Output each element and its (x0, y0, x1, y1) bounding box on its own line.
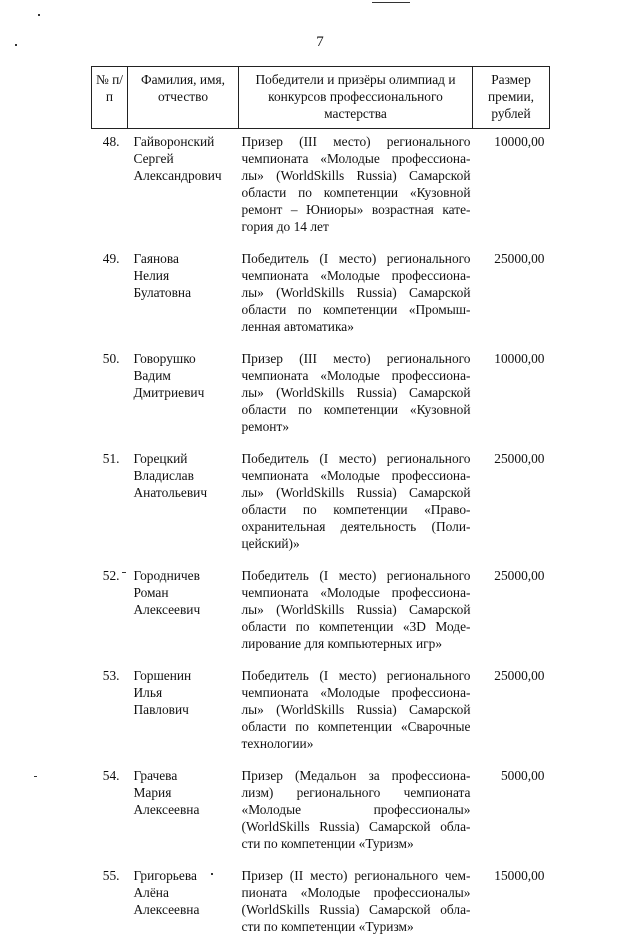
first-name: Илья (134, 684, 239, 701)
first-name: Алёна (134, 884, 239, 901)
patronymic: Алексеевна (134, 901, 239, 918)
table-row (92, 346, 550, 446)
row-name (128, 446, 239, 563)
surname: Говорушко (134, 350, 239, 367)
awards-table (91, 66, 550, 946)
row-description: Победитель (I место) регионального чемпионата «Молодые профессиона-лы» (WorldSkills Russia) Самарской области по компетенции «Сварочные технологии» (239, 663, 473, 763)
row-prize: 25000,00 (473, 246, 550, 346)
row-prize: 25000,00 (473, 563, 550, 663)
row-description: Победитель (I место) регионального чемпионата «Молодые профессиона-лы» (WorldSkills Russia) Самарской области по компетенции «3D Моде-лирование для компьютерных игр» (239, 563, 473, 663)
surname: Горшенин (134, 667, 239, 684)
first-name: Мария (134, 784, 239, 801)
row-num: 48. (92, 129, 128, 247)
row-name (128, 663, 239, 763)
table-header (92, 67, 550, 129)
row-name (128, 129, 239, 247)
row-num: 54. (92, 763, 128, 863)
scan-dash (34, 776, 37, 777)
row-num: 51. (92, 446, 128, 563)
row-num: 55. (92, 863, 128, 946)
row-prize: 15000,00 (473, 863, 550, 946)
header-description: Победители и призёры олимпиад и конкурсов профессионального мастерства (239, 67, 473, 129)
row-prize: 25000,00 (473, 446, 550, 563)
patronymic: Александрович (134, 167, 239, 184)
surname: Грачева (134, 767, 239, 784)
row-num: 53. (92, 663, 128, 763)
surname: Григорьева (134, 867, 239, 884)
surname: Гаянова (134, 250, 239, 267)
table-row (92, 129, 550, 247)
scan-dash (372, 2, 410, 3)
table-body (92, 129, 550, 946)
scan-dot (15, 44, 17, 46)
patronymic: Булатовна (134, 284, 239, 301)
surname: Горецкий (134, 450, 239, 467)
table-row (92, 763, 550, 863)
row-name (128, 563, 239, 663)
patronymic: Дмитриевич (134, 384, 239, 401)
row-prize: 25000,00 (473, 663, 550, 763)
row-description: Призер (III место) регионального чемпионата «Молодые профессиона-лы» (WorldSkills Russia) Самарской области по компетенции «Кузовной ремонт – Юниоры» возрастная кате-гория до 14 лет (239, 129, 473, 247)
row-description: Победитель (I место) регионального чемпионата «Молодые профессиона-лы» (WorldSkills Russia) Самарской области по компетенции «Промыш-ленная автоматика» (239, 246, 473, 346)
row-num: 50. (92, 346, 128, 446)
row-prize: 10000,00 (473, 129, 550, 247)
first-name: Владислав (134, 467, 239, 484)
patronymic: Алексеевна (134, 801, 239, 818)
header-name: Фамилия, имя, отчество (128, 67, 239, 129)
row-prize: 5000,00 (473, 763, 550, 863)
row-name (128, 346, 239, 446)
header-prize: Размер премии, рублей (473, 67, 550, 129)
table-row (92, 663, 550, 763)
patronymic: Анатольевич (134, 484, 239, 501)
surname: Городничев (134, 567, 239, 584)
row-num: 52. (92, 563, 128, 663)
row-name (128, 246, 239, 346)
surname: Гайворонский (134, 133, 239, 150)
page-number: 7 (0, 34, 640, 51)
row-description: Призер (III место) регионального чемпионата «Молодые профессиона-лы» (WorldSkills Russia) Самарской области по компетенции «Кузовной ремонт» (239, 346, 473, 446)
scan-dot (38, 14, 40, 16)
first-name: Нелия (134, 267, 239, 284)
header-num: № п/п (92, 67, 128, 129)
row-description: Призер (Медальон за профессиона-лизм) регионального чемпионата «Молодые профессионалы» (WorldSkills Russia) Самарской обла-сти по компетенции «Туризм» (239, 763, 473, 863)
first-name: Вадим (134, 367, 239, 384)
row-name (128, 763, 239, 863)
patronymic: Алексеевич (134, 601, 239, 618)
table-row (92, 446, 550, 563)
row-description: Победитель (I место) регионального чемпионата «Молодые профессиона-лы» (WorldSkills Russia) Самарской области по компетенции «Право-охранительная деятельность (Поли-цейский)» (239, 446, 473, 563)
table-row (92, 246, 550, 346)
row-prize: 10000,00 (473, 346, 550, 446)
table-row (92, 563, 550, 663)
first-name: Роман (134, 584, 239, 601)
patronymic: Павлович (134, 701, 239, 718)
row-description: Призер (II место) регионального чем-пионата «Молодые профессионалы» (WorldSkills Russia) Самарской обла-сти по компетенции «Туризм» (239, 863, 473, 946)
row-num: 49. (92, 246, 128, 346)
first-name: Сергей (134, 150, 239, 167)
